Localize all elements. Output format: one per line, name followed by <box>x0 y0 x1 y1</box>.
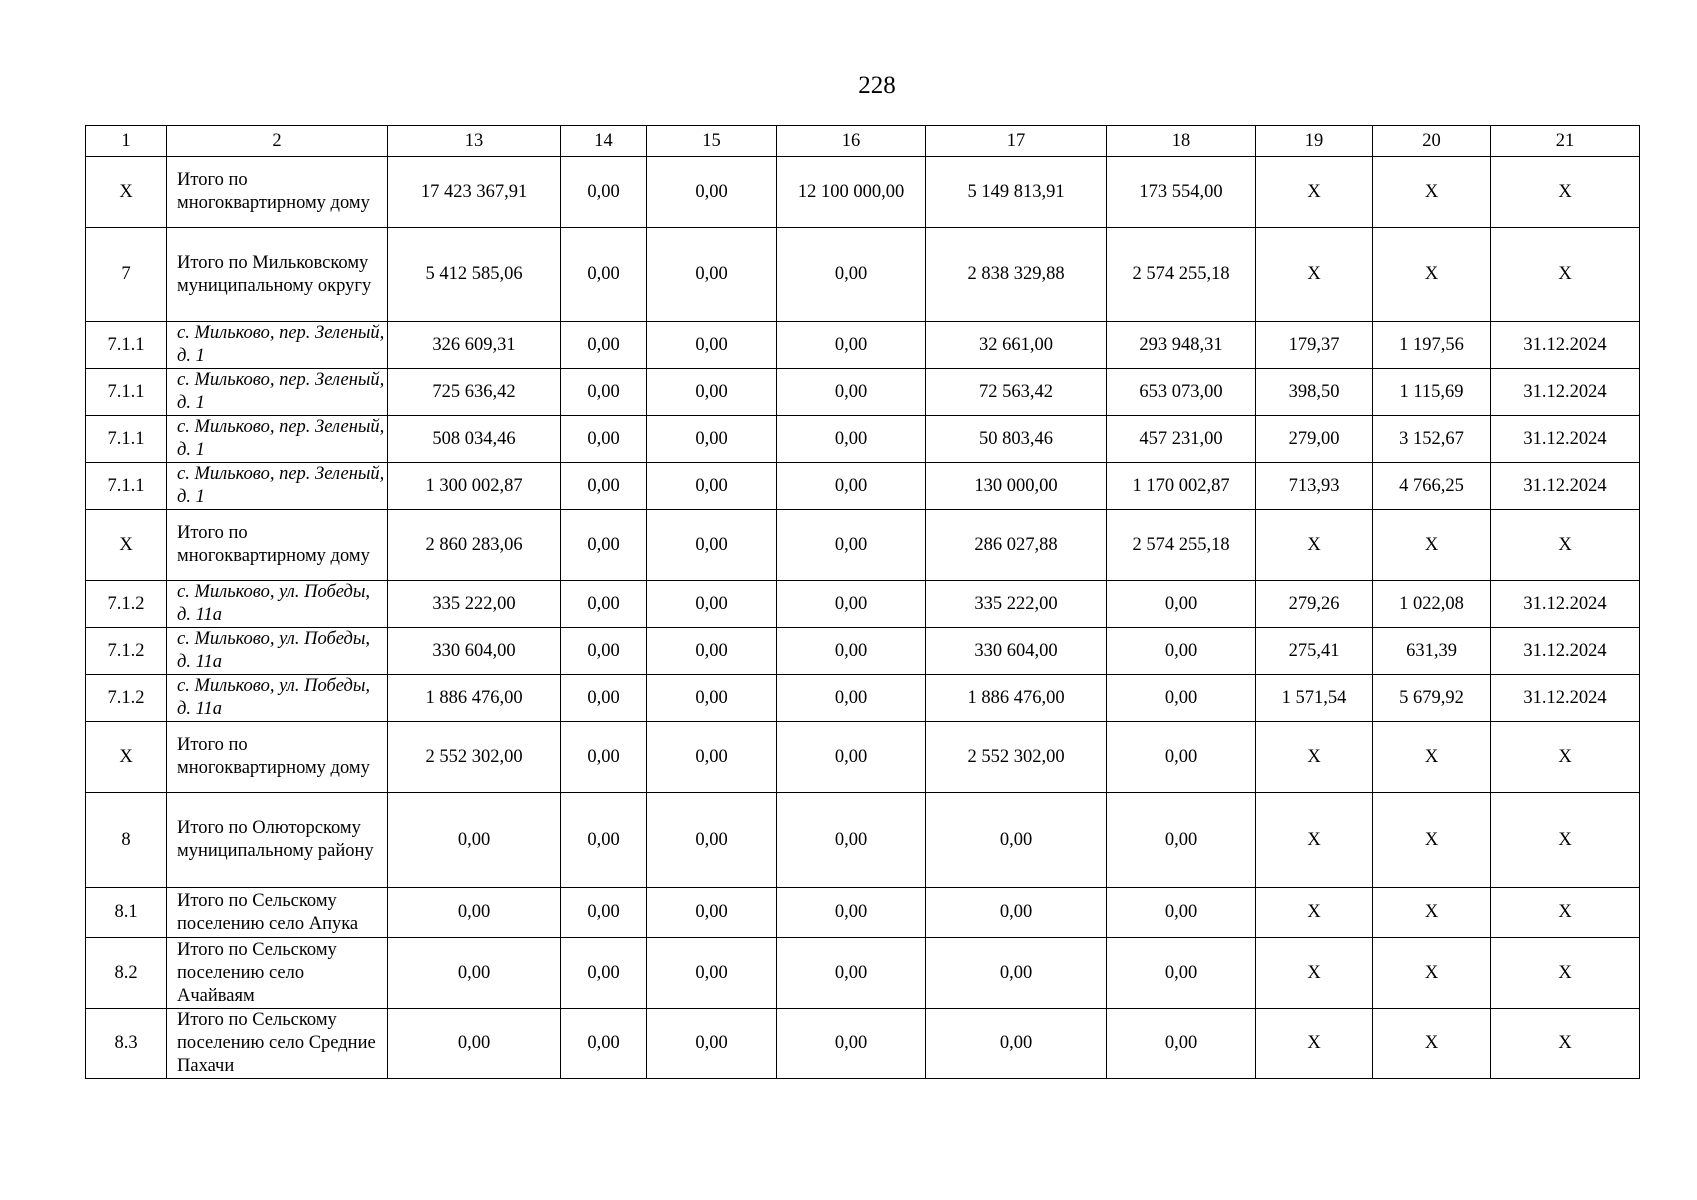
header-cell: 2 <box>167 126 388 157</box>
address-cell: Итого по Сельскому поселению село Апука <box>167 888 388 938</box>
table-cell: 0,00 <box>647 793 777 888</box>
table-cell: 0,00 <box>561 722 647 793</box>
table-cell: X <box>1491 157 1640 228</box>
row-number-cell: 7.1.1 <box>86 369 167 416</box>
table-cell: 17 423 367,91 <box>388 157 561 228</box>
table-cell: 130 000,00 <box>926 463 1107 510</box>
table-cell: 0,00 <box>926 1009 1107 1079</box>
table-cell: 179,37 <box>1256 322 1373 369</box>
table-cell: X <box>1256 1009 1373 1079</box>
table-cell: 0,00 <box>1107 1009 1256 1079</box>
table-cell: 713,93 <box>1256 463 1373 510</box>
header-row <box>86 126 1640 157</box>
table-cell: 0,00 <box>561 938 647 1009</box>
table-cell: 2 574 255,18 <box>1107 510 1256 581</box>
table-cell: X <box>1373 510 1491 581</box>
address-cell: с. Мильково, пер. Зеленый, д. 1 <box>167 369 388 416</box>
address-cell: с. Мильково, пер. Зеленый, д. 1 <box>167 322 388 369</box>
table-cell: 0,00 <box>388 938 561 1009</box>
table-cell: 32 661,00 <box>926 322 1107 369</box>
table-cell: 5 679,92 <box>1373 675 1491 722</box>
table-cell: 0,00 <box>647 938 777 1009</box>
row-number-cell: 7.1.2 <box>86 628 167 675</box>
row-number-cell: 7.1.1 <box>86 416 167 463</box>
table-row <box>86 157 1640 228</box>
table-cell: X <box>1491 888 1640 938</box>
table-cell: 0,00 <box>647 581 777 628</box>
table-cell: 0,00 <box>777 322 926 369</box>
table-cell: 0,00 <box>647 322 777 369</box>
table-cell: 0,00 <box>777 938 926 1009</box>
table-cell: 0,00 <box>926 793 1107 888</box>
table-cell: 5 149 813,91 <box>926 157 1107 228</box>
table-cell: 0,00 <box>647 888 777 938</box>
table-cell: 2 860 283,06 <box>388 510 561 581</box>
table-cell: 5 412 585,06 <box>388 228 561 322</box>
row-number-cell: 7.1.2 <box>86 675 167 722</box>
header-cell: 19 <box>1256 126 1373 157</box>
page-number: 228 <box>858 72 896 99</box>
table-cell: X <box>1256 157 1373 228</box>
table-cell: 0,00 <box>777 581 926 628</box>
table-cell: 0,00 <box>777 1009 926 1079</box>
table-cell: 335 222,00 <box>926 581 1107 628</box>
table-cell: 0,00 <box>777 416 926 463</box>
table-cell: 31.12.2024 <box>1491 628 1640 675</box>
address-cell: Итого по Сельскому поселению село Средние Пахачи <box>167 1009 388 1079</box>
table-cell: 0,00 <box>777 228 926 322</box>
table-cell: 31.12.2024 <box>1491 675 1640 722</box>
table-cell: 0,00 <box>561 157 647 228</box>
table-cell: 0,00 <box>1107 675 1256 722</box>
table-cell: 1 115,69 <box>1373 369 1491 416</box>
table-cell: X <box>1491 1009 1640 1079</box>
table-cell: X <box>1256 938 1373 1009</box>
table-cell: 0,00 <box>561 228 647 322</box>
table-row <box>86 322 1640 369</box>
header-cell: 18 <box>1107 126 1256 157</box>
table-cell: 4 766,25 <box>1373 463 1491 510</box>
table-cell: 293 948,31 <box>1107 322 1256 369</box>
table-cell: X <box>1256 510 1373 581</box>
table-cell: 508 034,46 <box>388 416 561 463</box>
table-row <box>86 228 1640 322</box>
table-cell: 0,00 <box>561 793 647 888</box>
row-number-cell: 8.1 <box>86 888 167 938</box>
table-cell: 31.12.2024 <box>1491 322 1640 369</box>
table-cell: X <box>1491 722 1640 793</box>
row-number-cell: 8.2 <box>86 938 167 1009</box>
table-cell: 0,00 <box>647 510 777 581</box>
header-cell: 1 <box>86 126 167 157</box>
table-cell: 0,00 <box>777 369 926 416</box>
table-cell: 335 222,00 <box>388 581 561 628</box>
table-cell: 0,00 <box>388 1009 561 1079</box>
table-cell: X <box>1491 938 1640 1009</box>
table-cell: X <box>1373 938 1491 1009</box>
table-row <box>86 1009 1640 1079</box>
table-cell: 0,00 <box>561 1009 647 1079</box>
table-cell: 0,00 <box>1107 938 1256 1009</box>
table-cell: 1 197,56 <box>1373 322 1491 369</box>
data-table <box>85 125 1640 1079</box>
row-number-cell: X <box>86 157 167 228</box>
table-cell: X <box>1373 888 1491 938</box>
row-number-cell: 7.1.2 <box>86 581 167 628</box>
address-cell: с. Мильково, пер. Зеленый, д. 1 <box>167 463 388 510</box>
table-cell: X <box>1373 793 1491 888</box>
table-cell: 0,00 <box>926 888 1107 938</box>
table-cell: X <box>1256 722 1373 793</box>
row-number-cell: 7.1.1 <box>86 322 167 369</box>
table-cell: 0,00 <box>647 369 777 416</box>
table-cell: 286 027,88 <box>926 510 1107 581</box>
address-cell: с. Мильково, ул. Победы, д. 11а <box>167 628 388 675</box>
table-cell: 50 803,46 <box>926 416 1107 463</box>
row-number-cell: 7 <box>86 228 167 322</box>
row-number-cell: 7.1.1 <box>86 463 167 510</box>
table-cell: 0,00 <box>561 416 647 463</box>
address-cell: Итого по Сельскому поселению село Ачайваям <box>167 938 388 1009</box>
header-cell: 20 <box>1373 126 1491 157</box>
table-cell: 2 552 302,00 <box>388 722 561 793</box>
table-cell: 326 609,31 <box>388 322 561 369</box>
table-cell: X <box>1373 722 1491 793</box>
table-cell: 0,00 <box>647 157 777 228</box>
table-cell: 279,26 <box>1256 581 1373 628</box>
table-cell: 330 604,00 <box>926 628 1107 675</box>
table-cell: 0,00 <box>561 581 647 628</box>
table-cell: 631,39 <box>1373 628 1491 675</box>
table-cell: 0,00 <box>561 322 647 369</box>
table-cell: 3 152,67 <box>1373 416 1491 463</box>
table-cell: 0,00 <box>777 793 926 888</box>
table-cell: X <box>1491 228 1640 322</box>
header-cell: 16 <box>777 126 926 157</box>
table-cell: X <box>1491 510 1640 581</box>
table-cell: 457 231,00 <box>1107 416 1256 463</box>
table-cell: 1 571,54 <box>1256 675 1373 722</box>
header-cell: 15 <box>647 126 777 157</box>
table-cell: 0,00 <box>561 888 647 938</box>
table-cell: 0,00 <box>1107 581 1256 628</box>
table-cell: X <box>1491 793 1640 888</box>
table-cell: X <box>1373 1009 1491 1079</box>
address-cell: Итого по многоквартирному дому <box>167 157 388 228</box>
row-number-cell: 8.3 <box>86 1009 167 1079</box>
table-cell: 1 300 002,87 <box>388 463 561 510</box>
table-cell: 0,00 <box>647 416 777 463</box>
table-cell: 0,00 <box>647 722 777 793</box>
table-cell: 330 604,00 <box>388 628 561 675</box>
table-cell: 0,00 <box>777 628 926 675</box>
table-cell: 1 170 002,87 <box>1107 463 1256 510</box>
table-cell: 0,00 <box>647 1009 777 1079</box>
table-row <box>86 581 1640 628</box>
table-cell: 653 073,00 <box>1107 369 1256 416</box>
table-cell: 31.12.2024 <box>1491 581 1640 628</box>
address-cell: с. Мильково, пер. Зеленый, д. 1 <box>167 416 388 463</box>
table-cell: 0,00 <box>647 675 777 722</box>
table-cell: 0,00 <box>777 888 926 938</box>
table-cell: 0,00 <box>777 463 926 510</box>
table-cell: 275,41 <box>1256 628 1373 675</box>
table-row <box>86 722 1640 793</box>
table-cell: 1 886 476,00 <box>388 675 561 722</box>
table-cell: 0,00 <box>1107 888 1256 938</box>
table-cell: 173 554,00 <box>1107 157 1256 228</box>
table-row <box>86 510 1640 581</box>
table-cell: 725 636,42 <box>388 369 561 416</box>
table-cell: 0,00 <box>647 228 777 322</box>
table-cell: X <box>1373 228 1491 322</box>
table-cell: 31.12.2024 <box>1491 463 1640 510</box>
table-cell: X <box>1256 228 1373 322</box>
header-cell: 13 <box>388 126 561 157</box>
header-cell: 17 <box>926 126 1107 157</box>
table-row <box>86 938 1640 1009</box>
address-cell: с. Мильково, ул. Победы, д. 11а <box>167 581 388 628</box>
table-cell: 31.12.2024 <box>1491 416 1640 463</box>
table-cell: 279,00 <box>1256 416 1373 463</box>
table-cell: 31.12.2024 <box>1491 369 1640 416</box>
table-cell: 0,00 <box>777 722 926 793</box>
address-cell: Итого по Мильковскому муниципальному округу <box>167 228 388 322</box>
table-row <box>86 628 1640 675</box>
table-cell: 12 100 000,00 <box>777 157 926 228</box>
table-row <box>86 369 1640 416</box>
table-cell: 2 574 255,18 <box>1107 228 1256 322</box>
table-cell: 0,00 <box>561 463 647 510</box>
table-row <box>86 416 1640 463</box>
table-cell: 398,50 <box>1256 369 1373 416</box>
table-cell: X <box>1373 157 1491 228</box>
table-cell: 0,00 <box>1107 793 1256 888</box>
table-cell: 0,00 <box>388 793 561 888</box>
table-cell: 0,00 <box>1107 628 1256 675</box>
table-cell: 0,00 <box>388 888 561 938</box>
table-row <box>86 463 1640 510</box>
table-cell: X <box>1256 793 1373 888</box>
table-cell: X <box>1256 888 1373 938</box>
table-cell: 72 563,42 <box>926 369 1107 416</box>
table-cell: 2 838 329,88 <box>926 228 1107 322</box>
table-cell: 0,00 <box>1107 722 1256 793</box>
table-cell: 0,00 <box>647 463 777 510</box>
table-cell: 0,00 <box>561 369 647 416</box>
address-cell: Итого по многоквартирному дому <box>167 510 388 581</box>
row-number-cell: X <box>86 722 167 793</box>
table-cell: 0,00 <box>647 628 777 675</box>
table-cell: 0,00 <box>561 675 647 722</box>
row-number-cell: X <box>86 510 167 581</box>
address-cell: Итого по Олюторскому муниципальному району <box>167 793 388 888</box>
table-cell: 2 552 302,00 <box>926 722 1107 793</box>
header-cell: 21 <box>1491 126 1640 157</box>
table-cell: 0,00 <box>926 938 1107 1009</box>
table-cell: 0,00 <box>561 510 647 581</box>
table-row <box>86 888 1640 938</box>
address-cell: Итого по многоквартирному дому <box>167 722 388 793</box>
table-cell: 1 022,08 <box>1373 581 1491 628</box>
table-cell: 1 886 476,00 <box>926 675 1107 722</box>
table-row <box>86 675 1640 722</box>
table-cell: 0,00 <box>561 628 647 675</box>
table-cell: 0,00 <box>777 510 926 581</box>
table-row <box>86 793 1640 888</box>
table-cell: 0,00 <box>777 675 926 722</box>
address-cell: с. Мильково, ул. Победы, д. 11а <box>167 675 388 722</box>
row-number-cell: 8 <box>86 793 167 888</box>
header-cell: 14 <box>561 126 647 157</box>
